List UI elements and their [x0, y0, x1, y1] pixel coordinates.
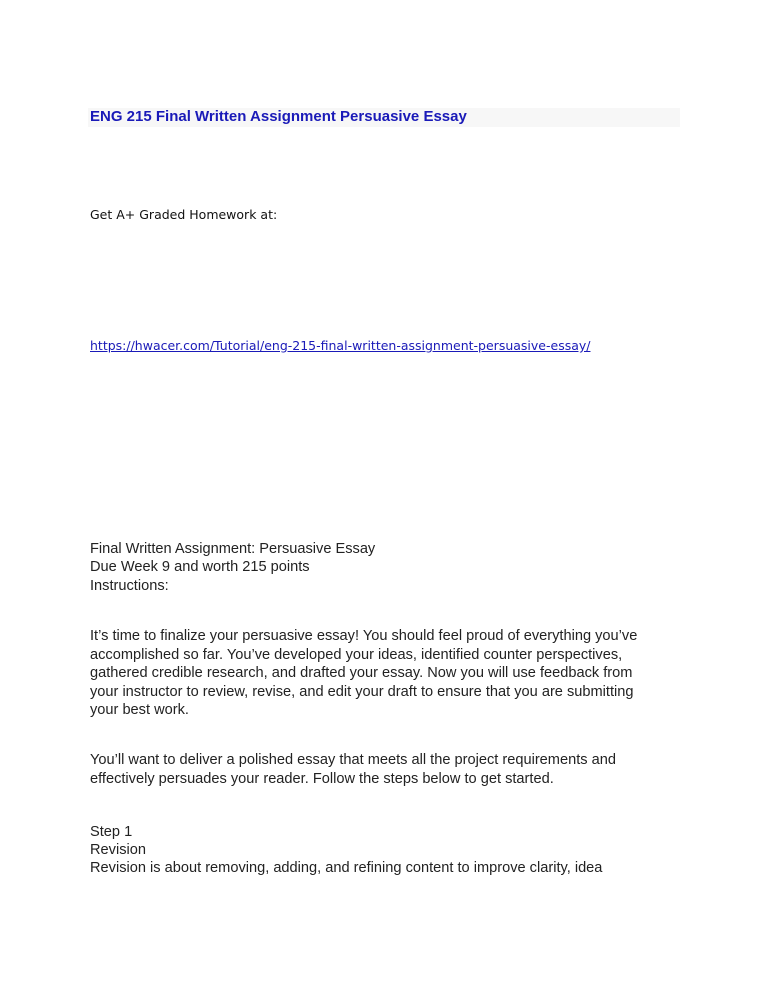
step-heading: Step 1: [90, 824, 133, 840]
promo-text: Get A+ Graded Homework at:: [90, 207, 278, 222]
tutorial-link[interactable]: https://hwacer.com/Tutorial/eng-215-final-written-assignment-persuasive-essay/: [90, 338, 591, 353]
paragraph-line: It’s time to finalize your persuasive essay! You should feel proud of everything you’ve: [90, 628, 638, 644]
document-title: ENG 215 Final Written Assignment Persuasive Essay: [90, 108, 467, 125]
paragraph-line: your instructor to review, revise, and edit your draft to ensure that you are submitting: [90, 684, 634, 700]
due-line: Due Week 9 and worth 215 points: [90, 559, 310, 575]
step-text: Revision is about removing, adding, and refining content to improve clarity, idea: [90, 860, 603, 876]
step-title: Revision: [90, 842, 146, 858]
assignment-heading: Final Written Assignment: Persuasive Essay: [90, 541, 376, 557]
paragraph-line: effectively persuades your reader. Follow the steps below to get started.: [90, 771, 554, 787]
paragraph-line: gathered credible research, and drafted your essay. Now you will use feedback from: [90, 665, 633, 681]
paragraph-line: your best work.: [90, 702, 189, 718]
paragraph-line: You’ll want to deliver a polished essay that meets all the project requirements and: [90, 752, 616, 768]
paragraph-line: accomplished so far. You’ve developed your ideas, identified counter perspectives,: [90, 647, 623, 663]
instructions-label: Instructions:: [90, 578, 169, 594]
